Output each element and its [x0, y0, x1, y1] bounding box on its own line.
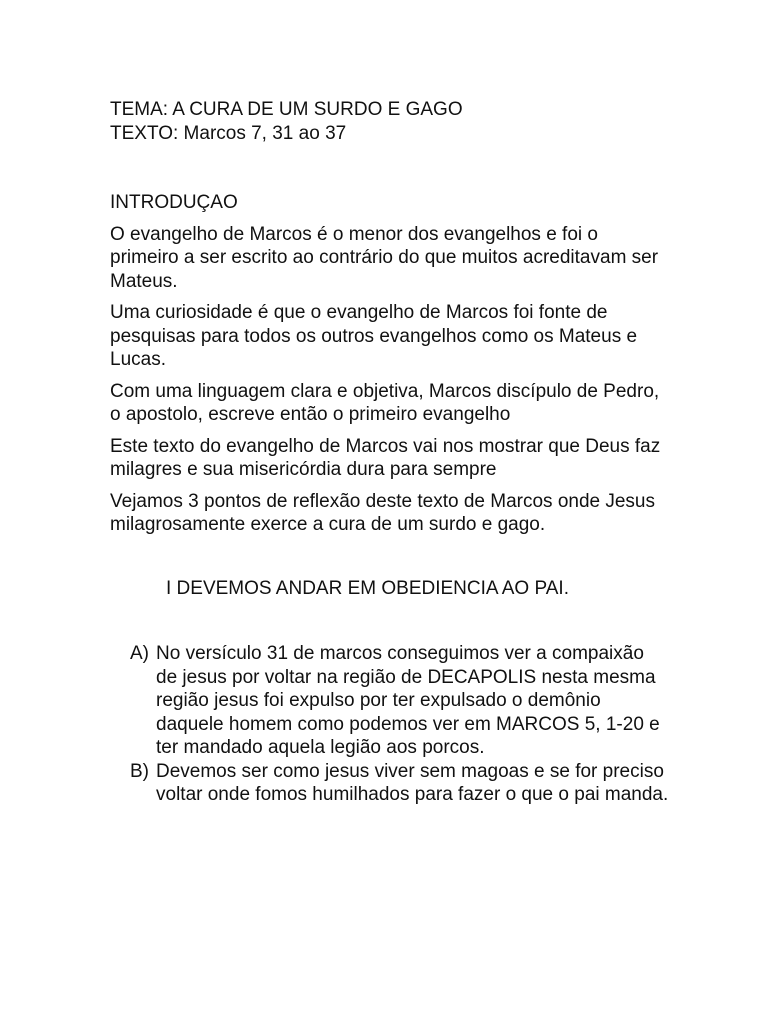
intro-heading: INTRODUÇAO — [110, 192, 238, 213]
document-page — [110, 98, 670, 807]
list-item — [130, 642, 670, 760]
text-reference-line: TEXTO: Marcos 7, 31 ao 37 — [110, 122, 347, 144]
intro-paragraph: Vejamos 3 pontos de reflexão deste texto de Marcos onde Jesus milagrosamente exerce a cura de um surdo e gago. — [110, 490, 655, 535]
point-list — [110, 642, 670, 807]
intro-paragraph: O evangelho de Marcos é o menor dos evangelhos e foi o primeiro a ser escrito ao contrário do que muitos acreditavam ser Mateus. — [110, 223, 659, 292]
theme-line: TEMA: A CURA DE UM SURDO E GAGO — [110, 99, 463, 120]
list-item — [130, 760, 670, 807]
list-marker: B) — [130, 760, 149, 782]
list-marker: A) — [130, 643, 149, 664]
intro-paragraph: Uma curiosidade é que o evangelho de Marcos foi fonte de pesquisas para todos os outros evangelhos como os Mateus e Lucas. — [110, 302, 638, 370]
intro-paragraph: Com uma linguagem clara e objetiva, Marcos discípulo de Pedro, o apostolo, escreve então o primeiro evangelho — [110, 380, 660, 425]
intro-paragraph: Este texto do evangelho de Marcos vai nos mostrar que Deus faz milagres e sua misericórdia dura para sempre — [110, 435, 661, 480]
list-item-text: No versículo 31 de marcos conseguimos ver a compaixão de jesus por voltar na região de DECAPOLIS nesta mesma região jesus foi expulso por ter expulsado o demônio daquele homem como podemos ver em MARCOS 5, 1-20 e ter mandado aquela legião aos porcos. — [156, 643, 660, 758]
list-item-text: Devemos ser como jesus viver sem magoas e se for preciso voltar onde fomos humilhados para fazer o que o pai manda. — [156, 760, 669, 805]
section-heading: I DEVEMOS ANDAR EM OBEDIENCIA AO PAI. — [166, 577, 569, 599]
